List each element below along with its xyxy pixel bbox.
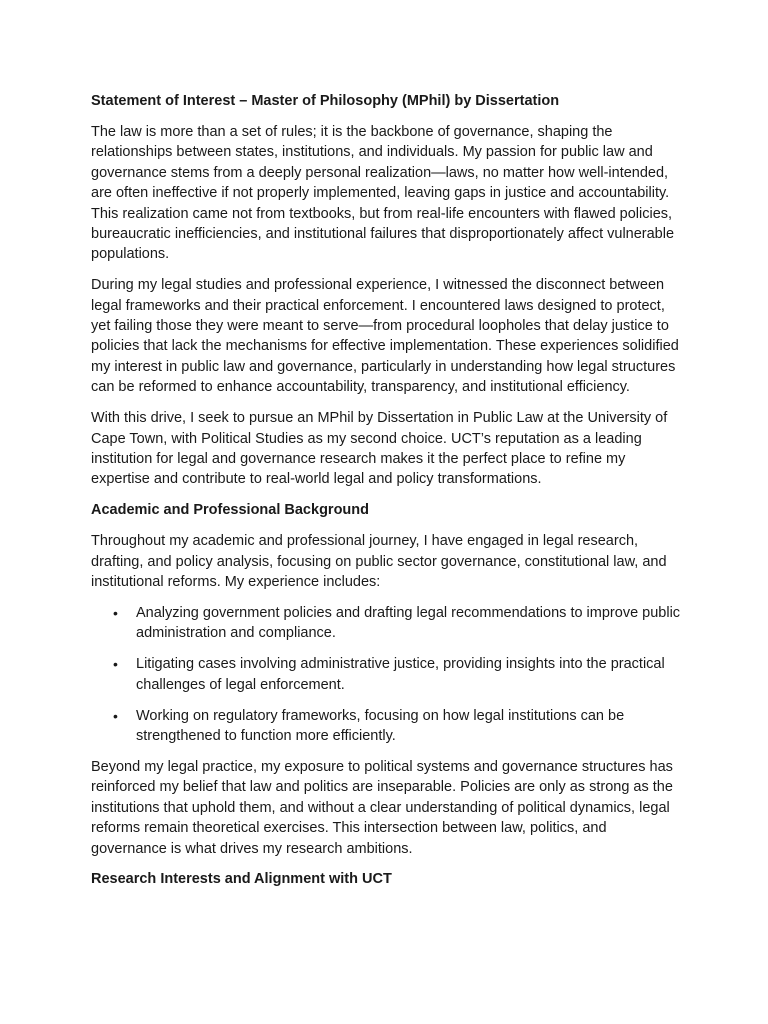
experience-list bbox=[91, 603, 686, 746]
list-item-text: Analyzing government policies and drafting legal recommendations to improve public administration and compliance. bbox=[136, 604, 681, 642]
section-heading-research: Research Interests and Alignment with UCT bbox=[91, 871, 392, 888]
list-item bbox=[91, 706, 686, 747]
background-lead-paragraph: Throughout my academic and professional journey, I have engaged in legal research, drafting, and policy analysis, focusing on public sector governance, constitutional law, and institutional reforms. My experience includes: bbox=[91, 533, 667, 591]
list-item-text: Litigating cases involving administrative justice, providing insights into the practical challenges of legal enforcement. bbox=[136, 656, 665, 693]
background-closing-paragraph: Beyond my legal practice, my exposure to political systems and governance structures has reinforced my belief that law and politics are inseparable. Policies are only as strong as the institutions that uphold them, and without a clear understanding of political dynamics, legal reforms remain theoretical exercises. This intersection between law, politics, and governance is what drives my research ambitions. bbox=[91, 758, 673, 857]
bullet-icon: • bbox=[113, 707, 118, 724]
intro-paragraph-2: During my legal studies and professional experience, I witnessed the disconnect between legal frameworks and their practical enforcement. I encountered laws designed to protect, yet failing those they were meant to serve—from procedural loopholes that delay justice to policies that lack the mechanisms for effective implementation. These experiences solidified my interest in public law and governance, particularly in understanding how legal structures can be reformed to enhance accountability, transparency, and institutional efficiency. bbox=[91, 277, 679, 396]
list-item bbox=[91, 654, 686, 695]
list-item bbox=[91, 603, 686, 644]
list-item-text: Working on regulatory frameworks, focusing on how legal institutions can be strengthened to function more efficiently. bbox=[136, 707, 625, 744]
bullet-icon: • bbox=[113, 604, 118, 621]
intro-paragraph-1: The law is more than a set of rules; it is the backbone of governance, shaping the relationships between states, institutions, and individuals. My passion for public law and governance stems from a deeply personal realization—laws, no matter how well-intended, are often ineffective if not properly implemented, leaving gaps in justice and accountability. This realization came not from textbooks, but from real-life encounters with flawed policies, bureaucratic inefficiencies, and institutional failures that disproportionately affect vulnerable populations. bbox=[91, 123, 675, 263]
document-title: Statement of Interest – Master of Philosophy (MPhil) by Dissertation bbox=[91, 93, 560, 109]
intro-paragraph-3: With this drive, I seek to pursue an MPhil by Dissertation in Public Law at the University of Cape Town, with Political Studies as my second choice. UCT’s reputation as a leading institution for legal and governance research makes it the perfect place to refine my expertise and contribute to real-world legal and policy transformations. bbox=[91, 410, 668, 488]
section-heading-background: Academic and Professional Background bbox=[91, 502, 369, 519]
document-page bbox=[91, 91, 686, 890]
bullet-icon: • bbox=[113, 656, 118, 673]
